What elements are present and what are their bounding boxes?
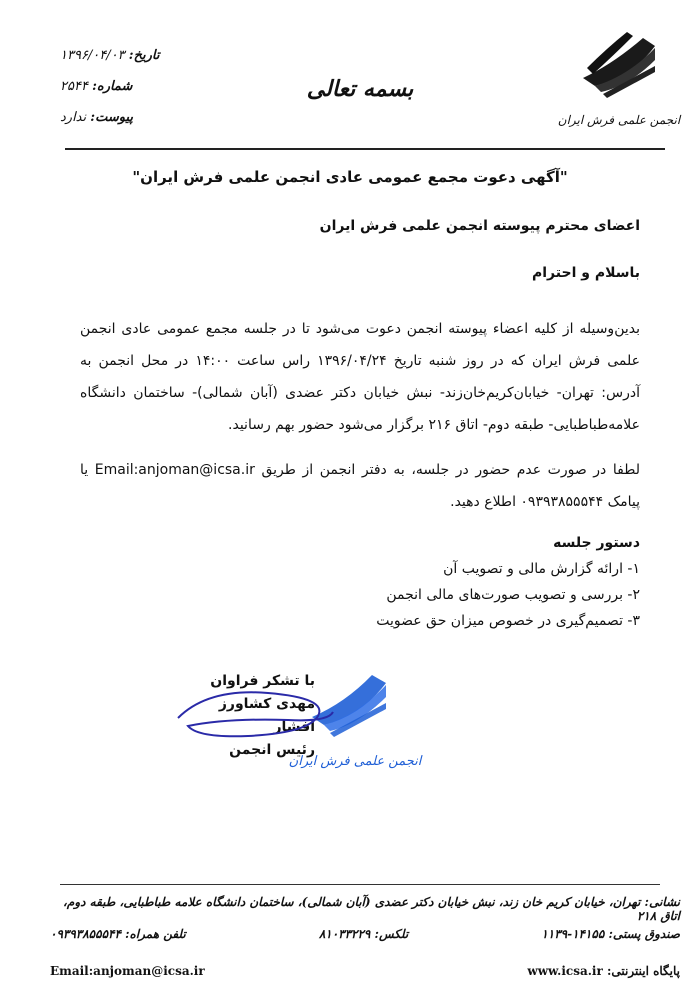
signer-position: رئیس انجمن — [229, 742, 315, 758]
number-row — [60, 71, 220, 102]
date-row — [60, 40, 220, 71]
svg-text:انجمن علمی فرش ایران: انجمن علمی فرش ایران — [288, 754, 422, 769]
email-link[interactable]: Email:anjoman@icsa.ir — [50, 964, 205, 978]
attachment-value: ندارد — [60, 110, 87, 125]
basmala: بسمه تعالی — [306, 76, 414, 102]
date-value: ۱۳۹۶/۰۴/۰۳ — [60, 48, 125, 63]
notice-title: "آگهی دعوت مجمع عمومی عادی انجمن علمی فرش ایران" — [132, 168, 568, 186]
greeting: باسلام و احترام — [532, 265, 640, 281]
association-logo — [557, 26, 681, 136]
footer-address: نشانی: تهران، خیابان کریم خان زند، نبش خیابان دکتر عضدی (آبان شمالی)، ساختمان دانشگاه علامه طباطبایی، طبقه دوم، اتاق ۲۱۸ — [63, 895, 680, 923]
date-label: تاریخ: — [128, 48, 160, 63]
agenda — [80, 530, 640, 634]
mobile-number: تلفن همراه: ۰۹۳۹۳۸۵۵۵۴۴ — [50, 927, 186, 941]
number-value: ۲۵۴۴ — [60, 79, 88, 94]
agenda-title: دستور جلسه — [553, 535, 640, 551]
attachment-row — [60, 102, 220, 133]
postal-box: صندوق پستی: ۱۴۱۵۵-۱۱۳۹ — [541, 927, 680, 941]
number-label: شماره: — [92, 79, 133, 94]
closing-text: با تشکر فراوان — [210, 673, 315, 689]
fax-number: تلکس: ۸۱۰۳۳۲۲۹ — [318, 927, 409, 941]
agenda-item: ۲- بررسی و تصویب صورت‌های مالی انجمن — [386, 587, 640, 603]
agenda-item: ۱- ارائه گزارش مالی و تصویب آن — [443, 561, 640, 577]
signer-name: مهدی کشاورز افشار — [218, 696, 315, 735]
letter-meta — [60, 40, 220, 133]
svg-text:انجمن علمی فرش ایران: انجمن علمی فرش ایران — [557, 113, 681, 127]
book-logo-icon — [557, 26, 681, 136]
agenda-item: ۳- تصمیم‌گیری در خصوص میزان حق عضویت — [376, 613, 640, 629]
footer-divider — [60, 884, 660, 885]
header-divider — [65, 148, 665, 150]
invitation-paragraph: بدین‌وسیله از کلیه اعضاء پیوسته انجمن دعوت می‌شود تا در جلسه مجمع عمومی عادی انجمن علمی فرش ایران که در روز شنبه تاریخ ۱۳۹۶/۰۴/۲۴ راس ساعت ۱۴:۰۰ در محل انجمن به آدرس: تهران- خیابان‌کریم‌خان‌زند- نبش خیابان دکتر عضدی (آبان شمالی)- ساختمان دانشگاه علامه‌طباطبایی- طبقه دوم- اتاق ۲۱۶ برگزار می‌شود حضور بهم رسانید. — [80, 321, 641, 433]
website-link[interactable]: پایگاه اینترنتی: www.icsa.ir — [527, 964, 680, 978]
footer-web — [50, 964, 680, 978]
handwritten-signature — [168, 678, 338, 748]
attachment-label: پیوست: — [90, 110, 133, 125]
footer-contacts — [50, 927, 680, 941]
absence-notice-paragraph: لطفا در صورت عدم حضور در جلسه، به دفتر انجمن از طریق Email:anjoman@icsa.ir یا پیامک ۰۹۳۹۳۸۵۵۵۴۴ اطلاع دهید. — [80, 462, 640, 510]
addressee: اعضای محترم پیوسته انجمن علمی فرش ایران — [319, 218, 640, 234]
